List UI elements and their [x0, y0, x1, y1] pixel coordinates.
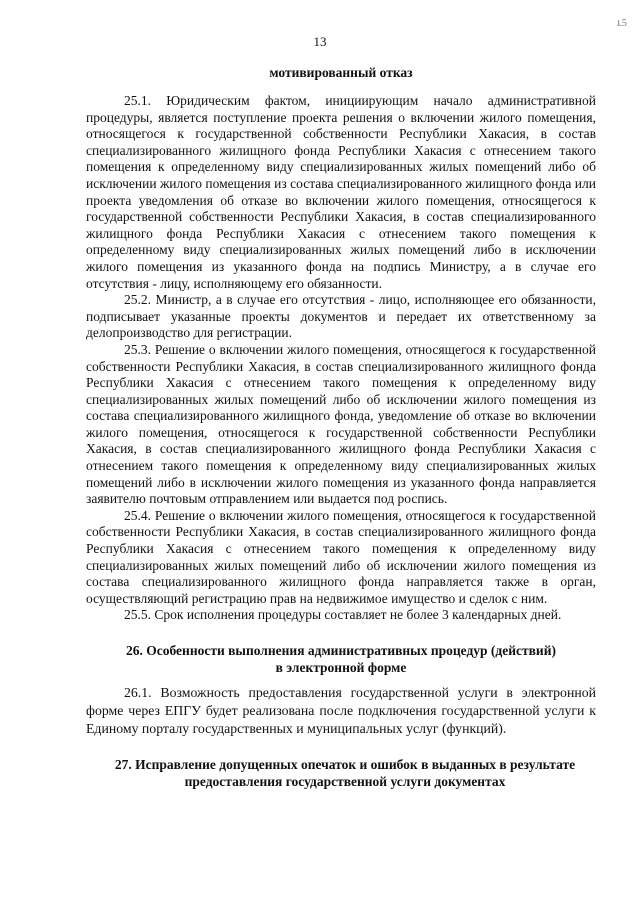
document-body [86, 64, 596, 790]
paragraph-25-4: 25.4. Решение о включении жилого помещения, относящегося к государственной собственности Республики Хакасия, в состав специализированного жилищного фонда Республики Хакасия с отнесением такого помещения к определенному виду специализированных жилых помещений либо об исключении жилого помещения из состава специализированного жилищного фонда направляется также в орган, осуществляющий регистрацию прав на недвижимое имущество и сделок с ним. [86, 507, 596, 606]
corner-mark: ւ5 [617, 18, 627, 29]
paragraph-25-1: 25.1. Юридическим фактом, инициирующим начало административной процедуры, является поступление проекта решения о включении жилого помещения, относящегося к государственной собственности Республики Хакасия, в состав специализированного жилищного фонда Республики Хакасия с отнесением такого помещения к определенному виду специализированных жилых помещений либо об исключении жилого помещения из состава специализированного жилищного фонда или проекта уведомления об отказе во включении жилого помещения, относящегося к государственной собственности Республики Хакасия, в состав специализированного жилищного фонда Республики Хакасия с отнесением такого помещения к определенному виду специализированных жилых помещений либо в исключении жилого помещения из указанного фонда на подпись Министру, а в случае его отсутствия - лицу, исполняющему его обязанности. [86, 93, 596, 291]
section-27-title-line1: 27. Исправление допущенных опечаток и ошибок в выданных в результате [114, 757, 576, 772]
section-27-heading [86, 756, 596, 790]
paragraph-25-3: 25.3. Решение о включении жилого помещения, относящегося к государственной собственности Республики Хакасия, в состав специализированного жилищного фонда Республики Хакасия с отнесением такого помещения к определенному виду специализированных жилых помещений либо об исключении жилого помещения из состава специализированного жилищного фонда, уведомление об отказе во включении жилого помещения, относящегося к государственной собственности Республики Хакасия, в состав специализированного жилищного фонда Республики Хакасия с отнесением такого помещения к определенному виду специализированных жилых помещений либо в исключении жилого помещения из указанного фонда направляется заявителю почтовым отправлением или выдается под роспись. [86, 341, 596, 507]
section-26-heading [86, 642, 596, 676]
page-number: 13 [313, 34, 327, 49]
section-27-title-line2: предоставления государственной услуги документах [184, 774, 506, 789]
section-26-title-line2: в электронной форме [275, 660, 407, 675]
paragraph-26-1: 26.1. Возможность предоставления государственной услуги в электронной форме через ЕПГУ будет реализована после подключения государственной услуги к Единому порталу государственных и муниципальных услуг (функций). [86, 685, 596, 736]
heading-motivated-refusal: мотивированный отказ [269, 65, 413, 80]
paragraph-25-2: 25.2. Министр, а в случае его отсутствия - лицо, исполняющее его обязанности, подписывает указанные проекты документов и передает их ответственному за делопроизводство для регистрации. [86, 292, 596, 341]
paragraph-25-5: 25.5. Срок исполнения процедуры составляет не более 3 календарных дней. [124, 607, 562, 623]
section-26-title-line1: 26. Особенности выполнения административных процедур (действий) [125, 643, 556, 658]
